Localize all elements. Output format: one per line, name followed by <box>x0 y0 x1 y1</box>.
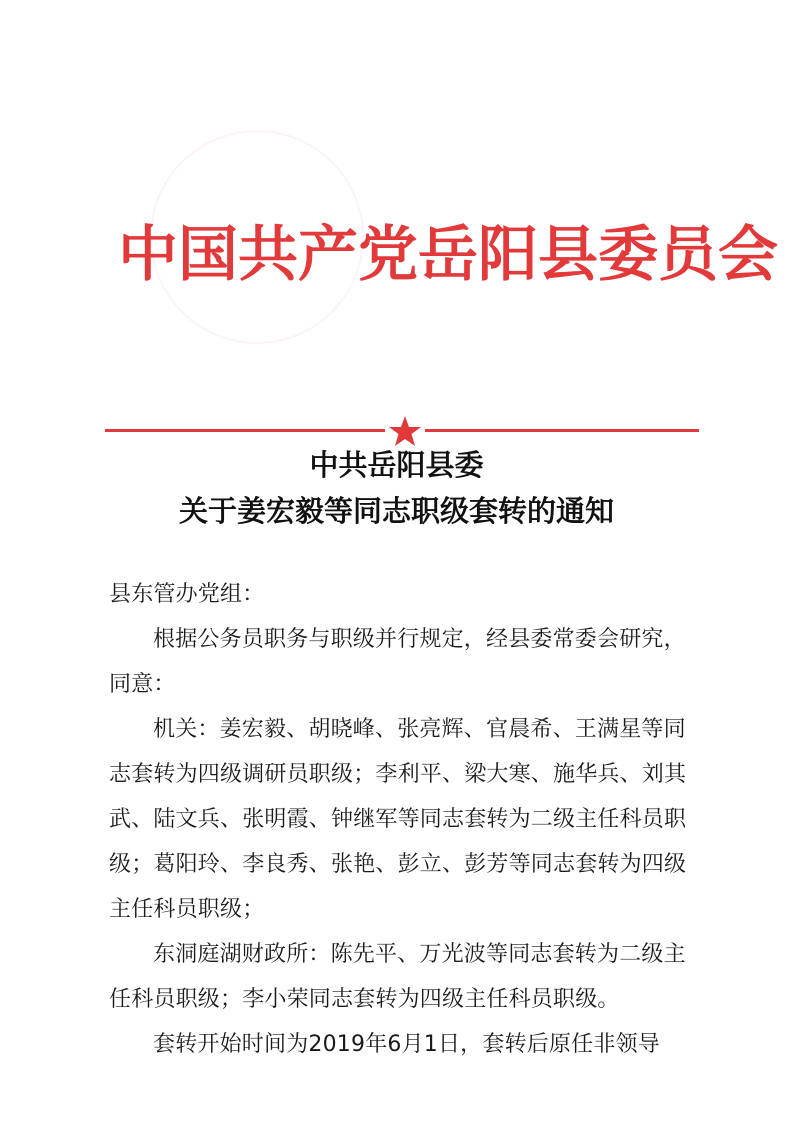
star-icon <box>388 414 422 448</box>
paragraph-finance-office: 东洞庭湖财政所：陈先平、万光波等同志套转为二级主任科员职级；李小荣同志套转为四级主任科员职级。 <box>109 942 686 1012</box>
letterhead-rule-right <box>425 429 699 432</box>
paragraph-start-date: 套转开始时间为2019年6月1日，套转后原任非领导 <box>153 1032 660 1057</box>
document-title-line-2: 关于姜宏毅等同志职级套转的通知 <box>178 494 614 528</box>
document-title-line-1: 中共岳阳县委 <box>309 448 484 482</box>
letterhead-organization: 中国共产党岳阳县委员会 <box>118 220 778 290</box>
letterhead-rule-left <box>105 429 385 432</box>
document-body <box>109 572 689 1067</box>
paragraph-agency: 机关：姜宏毅、胡晓峰、张亮辉、官晨希、王满星等同志套转为四级调研员职级；李利平、梁大寒、施华兵、刘其武、陆文兵、张明霞、钟继军等同志套转为二级主任科员职级；葛阳玲、李良秀、张艳、彭立、彭芳等同志套转为四级主任科员职级； <box>109 717 687 922</box>
paragraph-approval: 根据公务员职务与职级并行规定，经县委常委会研究，同意： <box>109 627 686 697</box>
salutation: 县东管办党组： <box>109 582 265 607</box>
